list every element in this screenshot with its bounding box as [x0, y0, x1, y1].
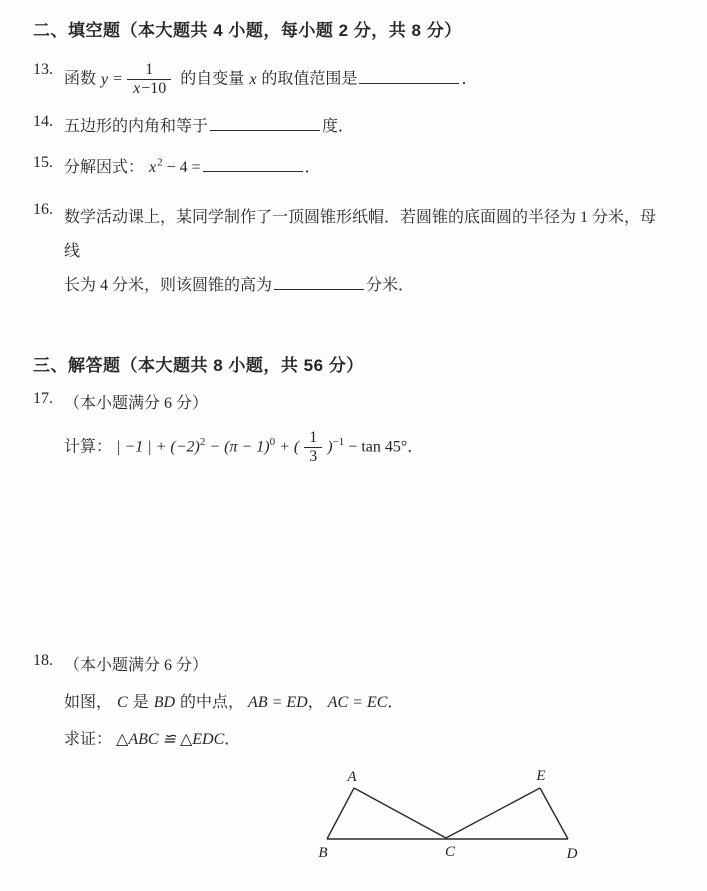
q18-is: 是	[132, 694, 149, 712]
q18-given-pre: 如图，	[64, 694, 113, 712]
section-fill-heading: 二、填空题（本大题共 4 小题，每小题 2 分，共 8 分）	[33, 21, 462, 40]
q18-figure	[313, 767, 671, 868]
question-15	[33, 154, 671, 177]
question-17-title: （本小题满分 6 分）	[64, 394, 209, 412]
question-14	[33, 113, 671, 136]
q18-comma: ，	[307, 694, 324, 712]
q13-frac-numerator: 1	[145, 61, 154, 78]
vertex-label-a: A	[347, 769, 357, 786]
q17-exp-0: 0	[269, 435, 276, 448]
q17-term-abs: | −1 | + (−2)	[116, 438, 200, 456]
question-16	[33, 201, 671, 303]
q17-term-pi: − (π − 1)	[209, 438, 270, 456]
q17-exp-2: 2	[199, 435, 206, 448]
q18-segment-bd: BD	[153, 694, 176, 712]
question-13	[33, 61, 671, 99]
question-13-number: 13.	[33, 61, 53, 78]
q18-eq-ac-ec: AC = EC	[327, 694, 388, 712]
question-16-number: 16.	[33, 200, 53, 218]
q13-frac-den-var: x	[133, 80, 141, 98]
q13-answer-blank	[359, 69, 459, 84]
q18-given-period: ．	[387, 694, 404, 712]
q15-var-x: x	[149, 158, 157, 176]
q17-exp-neg1: −1	[332, 435, 345, 448]
question-14-number: 14.	[33, 112, 53, 130]
q14-text: 五边形的内角和等于	[64, 117, 209, 135]
q17-frac-numerator: 1	[309, 428, 318, 446]
q13-pre: 函数	[64, 70, 97, 88]
segment-ce	[446, 788, 540, 838]
q15-label: 分解因式：	[64, 158, 145, 176]
question-17	[33, 390, 671, 413]
question-18	[33, 652, 671, 675]
q13-frac-denominator	[127, 79, 171, 98]
question-16-text	[64, 201, 671, 303]
q16-line2-pre: 长为 4 分米，则该圆锥的高为	[64, 276, 273, 294]
q18-midpoint-text: 的中点，	[180, 694, 245, 712]
q17-close-paren: )	[327, 438, 333, 456]
q16-line1: 数学活动课上，某同学制作了一顶圆锥形纸帽．若圆锥的底面圆的半径为 1 分米，母线	[64, 208, 657, 260]
question-13-text	[64, 61, 671, 99]
q17-frac-denominator: 3	[304, 447, 322, 466]
q16-answer-blank	[274, 275, 364, 290]
q15-period: ．	[304, 158, 321, 176]
q17-open-paren: + (	[279, 438, 300, 456]
q13-mid2: 的取值范围是	[261, 70, 358, 88]
triangles-figure	[313, 767, 593, 863]
q13-period: ．	[461, 70, 478, 88]
segment-ac	[354, 788, 446, 838]
question-15-text	[64, 154, 671, 177]
question-18-prove	[33, 726, 671, 749]
segment-ed	[540, 788, 568, 839]
segment-ba	[327, 788, 354, 839]
question-18-number: 18.	[33, 652, 53, 670]
question-17-number: 17.	[33, 389, 53, 407]
q17-term-tan: − tan 45°．	[348, 438, 424, 456]
q13-mid1: 的自变量	[180, 70, 245, 88]
question-18-title: （本小题满分 6 分）	[64, 657, 209, 675]
q18-prove-label: 求证：	[64, 731, 113, 749]
q14-unit: 度．	[322, 117, 355, 135]
vertex-label-c: C	[444, 844, 456, 861]
q16-line2-post: 分米．	[366, 276, 415, 294]
vertex-label-b: B	[318, 845, 328, 862]
q15-expr-rest: − 4 =	[166, 158, 201, 176]
vertex-label-d: D	[566, 846, 578, 863]
q17-fraction	[304, 429, 322, 467]
vertex-label-e: E	[536, 768, 546, 785]
q18-prove-period: ．	[224, 731, 241, 749]
q13-var-x: x	[249, 70, 257, 88]
section-answer-heading: 三、解答题（本大题共 8 小题，共 56 分）	[33, 355, 364, 375]
q15-answer-blank	[203, 157, 303, 172]
q18-congruence-statement: △ABC ≌ △EDC	[116, 731, 225, 749]
question-15-number: 15.	[33, 153, 53, 171]
q13-var-y: y	[101, 70, 109, 88]
question-18-given	[33, 689, 671, 712]
q15-exponent: 2	[157, 156, 163, 169]
q13-equals: =	[113, 70, 123, 88]
q14-answer-blank	[210, 116, 320, 131]
q13-fraction	[127, 61, 171, 99]
question-14-text	[64, 113, 671, 136]
q13-frac-den-rest: −10	[141, 80, 167, 98]
q18-eq-ab-ed: AB = ED	[248, 694, 308, 712]
q17-calc-label: 计算：	[64, 438, 113, 456]
question-17-formula	[33, 419, 671, 470]
q18-point-c: C	[117, 694, 128, 712]
